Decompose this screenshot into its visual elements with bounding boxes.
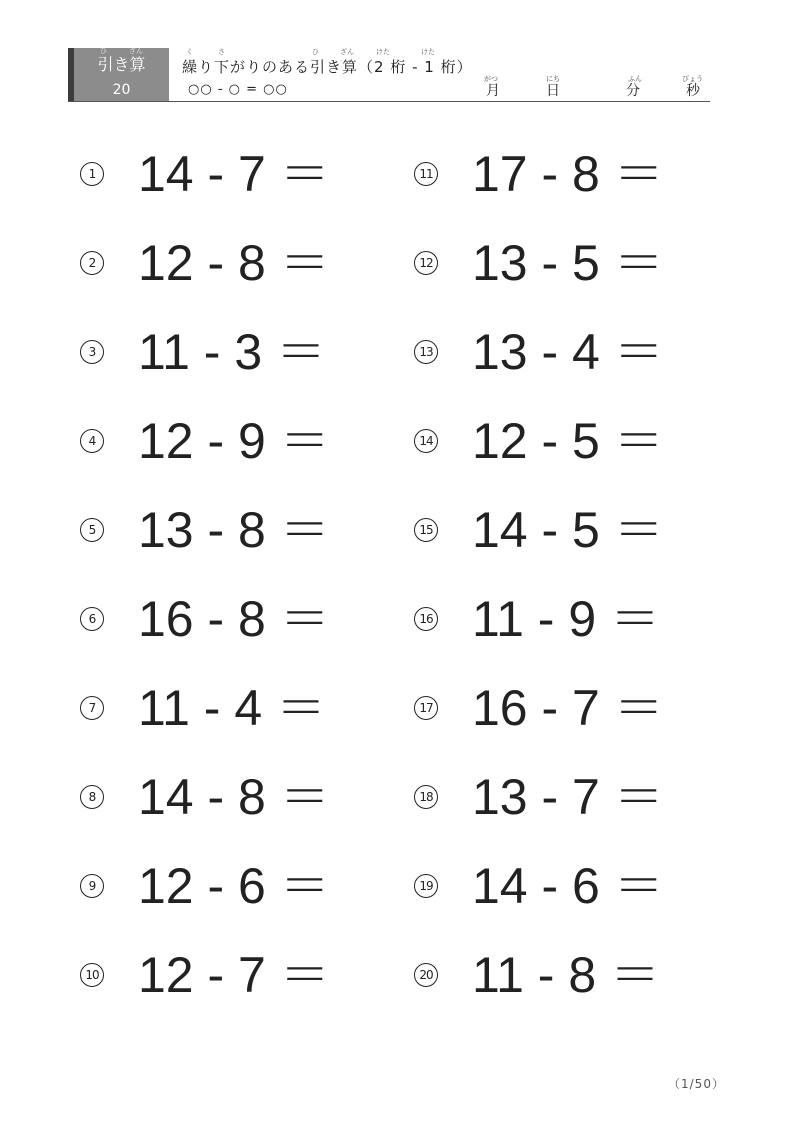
problem-expression: 11 - 8 ＝ [472, 947, 661, 1003]
problem-16 [414, 589, 660, 649]
title-ruby-zan: ざん [340, 48, 354, 56]
problem-19 [414, 856, 664, 916]
title-ruby-sa: さ [218, 48, 225, 56]
problem-expression: 12 - 6 ＝ [138, 858, 330, 914]
problem-expression: 12 - 8 ＝ [138, 235, 330, 291]
problem-number-badge: 8 [80, 785, 104, 809]
problem-10 [80, 945, 330, 1005]
page-counter: （1/50） [668, 1077, 725, 1091]
problem-number-badge: 4 [80, 429, 104, 453]
problem-6 [80, 589, 330, 649]
problem-expression: 14 - 8 ＝ [138, 769, 330, 825]
problem-expression: 14 - 6 ＝ [472, 858, 664, 914]
problem-number-badge: 15 [414, 518, 438, 542]
problem-expression: 12 - 9 ＝ [138, 413, 330, 469]
problem-number-badge: 1 [80, 162, 104, 186]
problem-15 [414, 500, 664, 560]
category-ruby-hi: ひ [100, 47, 107, 55]
problem-number-badge: 5 [80, 518, 104, 542]
problem-expression: 13 - 7 ＝ [472, 769, 664, 825]
problem-expression: 13 - 5 ＝ [472, 235, 664, 291]
problem-expression: 12 - 5 ＝ [472, 413, 664, 469]
title-ruby-hi: ひ [312, 48, 319, 56]
problem-8 [80, 767, 330, 827]
problem-3 [80, 322, 326, 382]
problem-number-badge: 14 [414, 429, 438, 453]
worksheet-header [68, 46, 710, 102]
problem-number-badge: 12 [414, 251, 438, 275]
minute-label: 分 [626, 83, 640, 99]
second-label: 秒 [686, 83, 700, 99]
worksheet-title: 繰り下がりのある引き算（2 桁 - 1 桁） [182, 58, 473, 76]
title-ruby-keta-2: けた [421, 48, 435, 56]
problem-expression: 11 - 9 ＝ [472, 591, 661, 647]
problem-expression: 16 - 8 ＝ [138, 591, 330, 647]
sheet-number: 20 [112, 82, 131, 98]
problem-9 [80, 856, 330, 916]
problem-5 [80, 500, 330, 560]
problem-number-badge: 7 [80, 696, 104, 720]
problem-number-badge: 13 [414, 340, 438, 364]
problem-number-badge: 3 [80, 340, 104, 364]
problem-number-badge: 17 [414, 696, 438, 720]
problem-expression: 14 - 7 ＝ [138, 146, 330, 202]
month-ruby: がつ [484, 75, 498, 83]
worksheet-pattern: ○○ - ○ = ○○ [188, 82, 288, 97]
problem-expression: 17 - 8 ＝ [472, 146, 664, 202]
problem-expression: 16 - 7 ＝ [472, 680, 664, 736]
second-ruby: びょう [682, 75, 703, 83]
problem-17 [414, 678, 664, 738]
problem-expression: 11 - 4 ＝ [138, 680, 327, 736]
problem-number-badge: 18 [414, 785, 438, 809]
problem-number-badge: 10 [80, 963, 104, 987]
problem-expression: 13 - 4 ＝ [472, 324, 664, 380]
problem-13 [414, 322, 664, 382]
problem-11 [414, 144, 664, 204]
title-ruby-keta-1: けた [376, 48, 390, 56]
problem-4 [80, 411, 330, 471]
problem-number-badge: 6 [80, 607, 104, 631]
problem-number-badge: 16 [414, 607, 438, 631]
problem-number-badge: 9 [80, 874, 104, 898]
problem-number-badge: 2 [80, 251, 104, 275]
problem-expression: 11 - 3 ＝ [138, 324, 327, 380]
category-ruby-zan: ざん [129, 47, 143, 55]
category-label: 引き算 [97, 55, 146, 74]
problem-18 [414, 767, 664, 827]
problem-1 [80, 144, 330, 204]
minute-ruby: ふん [628, 75, 642, 83]
problem-number-badge: 20 [414, 963, 438, 987]
day-ruby: にち [546, 75, 560, 83]
problem-12 [414, 233, 664, 293]
problem-number-badge: 19 [414, 874, 438, 898]
header-divider [68, 101, 710, 102]
day-label: 日 [546, 83, 560, 99]
problem-20 [414, 945, 660, 1005]
month-label: 月 [486, 83, 500, 99]
problem-number-badge: 11 [414, 162, 438, 186]
problem-7 [80, 678, 326, 738]
problem-14 [414, 411, 664, 471]
category-badge [68, 48, 169, 102]
problem-2 [80, 233, 330, 293]
title-ruby-ku: く [186, 48, 193, 56]
problem-expression: 14 - 5 ＝ [472, 502, 664, 558]
problem-expression: 13 - 8 ＝ [138, 502, 330, 558]
problem-expression: 12 - 7 ＝ [138, 947, 330, 1003]
